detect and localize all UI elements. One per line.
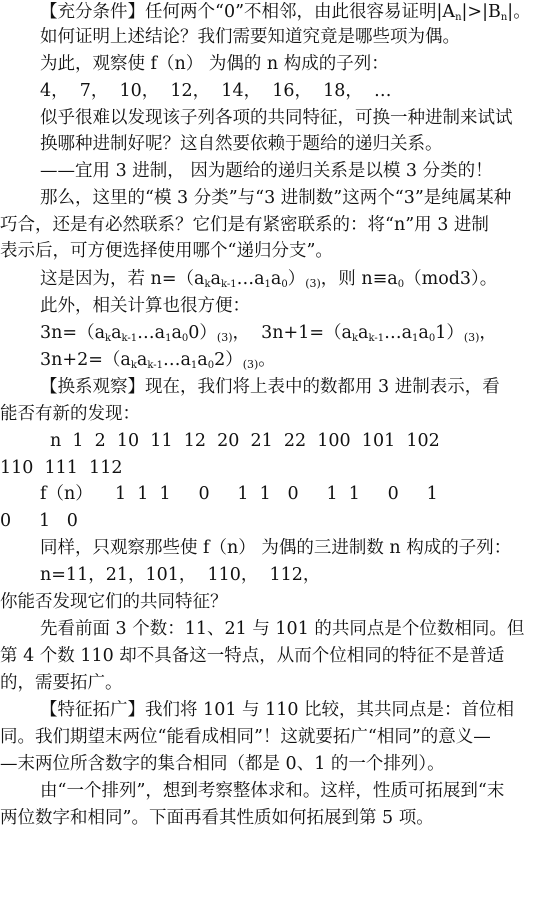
table-row-fn: f（n） 1 1 1 0 1 1 0 1 1 0 1 xyxy=(40,484,438,504)
line-text: a xyxy=(210,269,221,289)
line-text: ，则 n≡a xyxy=(320,269,398,289)
line-text: …a xyxy=(236,269,265,289)
text-line: —末两位所含数字的集合相同（都是 0、1 的一个排列）。 xyxy=(0,754,445,774)
text-line: 巧合，还是有必然联系？它们是有紧密联系的：将“n”用 3 进制 xyxy=(0,215,489,235)
line-text: 2） xyxy=(214,350,243,370)
base-subscript: (3) xyxy=(216,331,233,344)
text-line: 同样，只观察那些使 f（n） 为偶的三进制数 n 构成的子列： xyxy=(40,538,512,558)
text-line: 换哪种进制好呢？这自然要依赖于题给的递归关系。 xyxy=(40,134,443,154)
subscript: 0 xyxy=(281,279,288,290)
line-text: a xyxy=(270,269,282,289)
subscript: k-1 xyxy=(368,333,385,344)
formula-line xyxy=(40,348,276,378)
base-subscript: (3) xyxy=(463,331,480,344)
subscript: 0 xyxy=(181,333,189,344)
line-text: |>|B xyxy=(461,2,501,22)
subscript: 1 xyxy=(190,360,198,371)
line-text: …a xyxy=(162,350,191,370)
subscript: k xyxy=(351,333,358,344)
subscript: k-1 xyxy=(147,360,163,371)
table-row-n-cont: 110 111 112 xyxy=(0,458,123,478)
text-line: 似乎很难以发现该子列各项的共同特征，可换一种进制来试试 xyxy=(40,108,513,128)
line-text: ） xyxy=(287,269,306,289)
text-line: 的，需要拓广。 xyxy=(0,673,123,693)
line-text: 。 xyxy=(258,350,276,370)
base-subscript: (3) xyxy=(242,358,259,371)
subscript: k xyxy=(105,333,112,344)
line-text: 0） xyxy=(188,323,217,343)
text-line: 你能否发现它们的共同特征？ xyxy=(0,592,228,612)
text-line: 表示后，可方便选择使用哪个“递归分支”。 xyxy=(0,241,333,261)
text-line: 【换系观察】现在，我们将上表中的数都用 3 进制表示，看 xyxy=(40,377,500,397)
line-text: a xyxy=(111,323,122,343)
text-line: 4， 7， 10， 12， 14， 16， 18， … xyxy=(40,81,392,101)
line-text: 这是因为，若 n=（a xyxy=(40,269,205,289)
text-line: 此外，相关计算也很方便： xyxy=(40,296,250,316)
subscript: k-1 xyxy=(121,333,138,344)
subscript: k-1 xyxy=(220,279,237,290)
subscript: n xyxy=(455,12,462,23)
text-line: 两位数字和相同”。下面再看其性质如何拓展到第 5 项。 xyxy=(0,808,434,828)
line-text: 3n+2=（a xyxy=(40,350,131,370)
subscript: 1 xyxy=(412,333,419,344)
line-text: ， 3n+1=（a xyxy=(232,323,352,343)
text-line: 同。我们期望末两位“能看成相同”！这就要拓广“相同”的意义— xyxy=(0,727,491,747)
subscript: 0 xyxy=(207,360,215,371)
line-text: a xyxy=(197,350,208,370)
subscript: 0 xyxy=(397,279,405,290)
line-text: （mod3）。 xyxy=(404,269,498,289)
base-subscript: (3) xyxy=(305,277,321,290)
subscript: k xyxy=(204,279,211,290)
table-row-fn-cont: 0 1 0 xyxy=(0,511,78,531)
line-text: a xyxy=(358,323,369,343)
line-text: a xyxy=(136,350,148,370)
text-line: 由“一个排列”，想到考察整体求和。这样，性质可拓展到“末 xyxy=(40,781,505,801)
text-line: 为此，观察使 f（n） 为偶的 n 构成的子列： xyxy=(40,54,389,74)
line-text: …a xyxy=(384,323,412,343)
line-text: ， xyxy=(479,323,497,343)
line-text: 1） xyxy=(435,323,464,343)
subscript: 1 xyxy=(264,279,271,290)
text-line: 第 4 个数 110 却不具备这一特点，从而个位相同的特征不是普适 xyxy=(0,646,505,666)
subscript: 1 xyxy=(165,333,172,344)
text-line: 【特征拓广】我们将 101 与 110 比较，其共同点是：首位相 xyxy=(40,700,515,720)
line-text: 【充分条件】任何两个“0”不相邻，由此很容易证明|A xyxy=(40,2,456,22)
text-line: 那么，这里的“模 3 分类”与“3 进制数”这两个“3”是纯属某种 xyxy=(40,188,512,208)
text-line: 能否有新的发现： xyxy=(0,404,140,424)
line-text: 3n=（a xyxy=(40,323,106,343)
table-row-n: n 1 2 10 11 12 20 21 22 100 101 102 xyxy=(50,431,440,451)
line-text: a xyxy=(171,323,182,343)
line-text: …a xyxy=(137,323,166,343)
line-text: |。 xyxy=(507,2,531,22)
text-line: n=11，21，101， 110， 112， xyxy=(40,565,321,585)
subscript: 0 xyxy=(428,333,436,344)
formula-line xyxy=(40,321,497,351)
text-line: 先看前面 3 个数：11、21 与 101 的共同点是个位数相同。但 xyxy=(40,619,525,639)
line-text: a xyxy=(418,323,429,343)
text-line: ——宜用 3 进制， 因为题给的递归关系是以模 3 分类的！ xyxy=(40,161,493,181)
subscript: k xyxy=(130,360,137,371)
text-line: 如何证明上述结论？我们需要知道究竟是哪些项为偶。 xyxy=(40,27,460,47)
formula-line xyxy=(40,267,497,297)
subscript: n xyxy=(500,12,508,23)
